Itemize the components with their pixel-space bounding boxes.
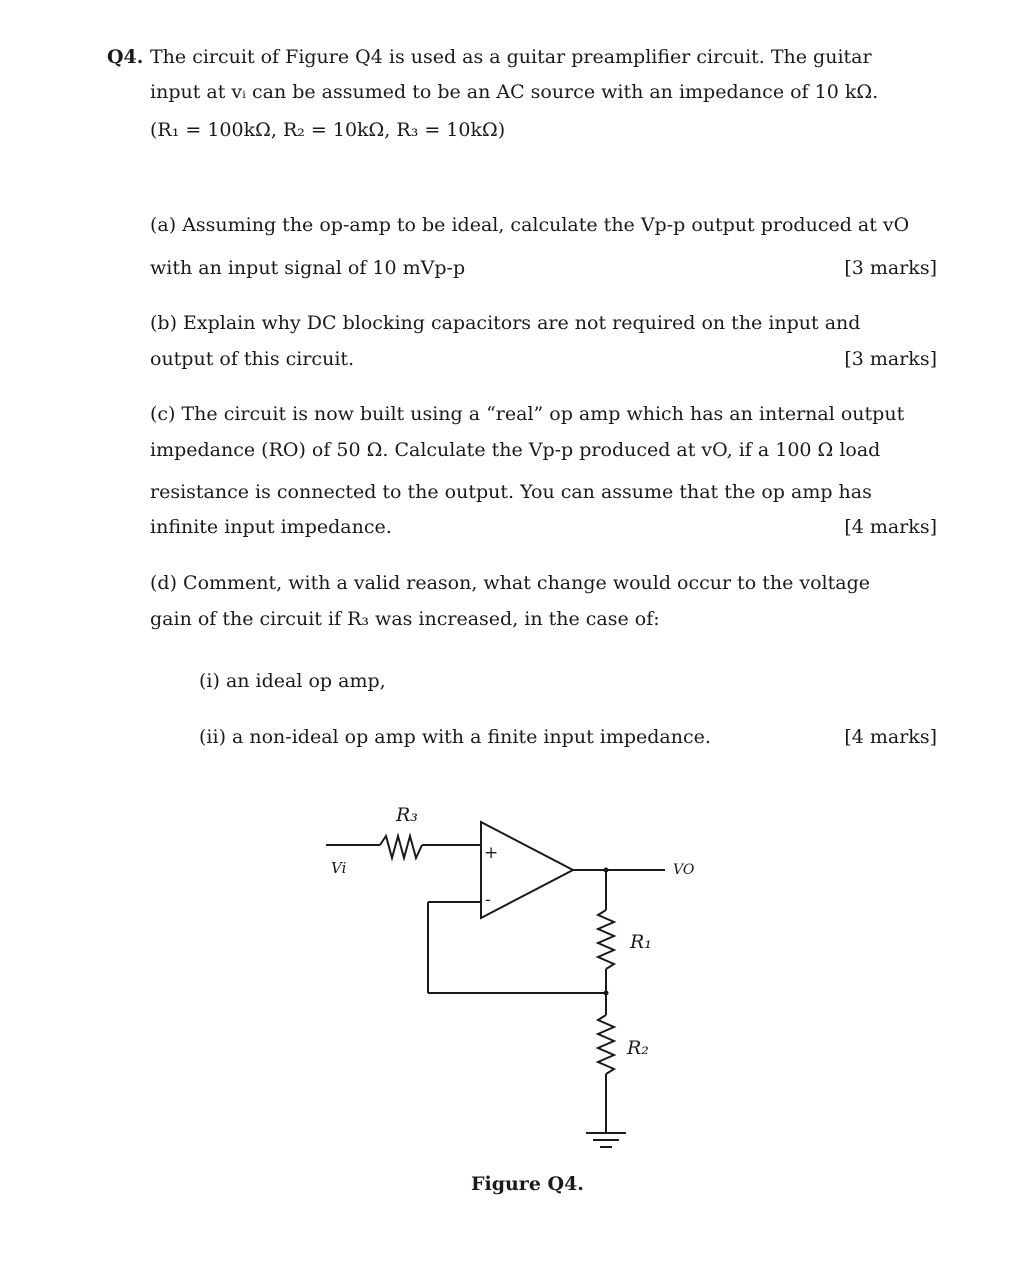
resistor-r2: [598, 1015, 614, 1074]
label-r2: R₂: [627, 1037, 649, 1059]
label-vi: Vi: [331, 859, 347, 877]
figure-caption: Figure Q4.: [471, 1173, 584, 1195]
label-r1: R₁: [630, 931, 652, 953]
intro-line-2: input at vᵢ can be assumed to be an AC source with an impedance of 10 kΩ.: [150, 81, 879, 103]
part-d-marks: [4 marks]: [844, 726, 937, 748]
part-d-sub-i: (i) an ideal op amp,: [199, 670, 386, 692]
label-minus: -: [485, 890, 491, 910]
part-d-line-2: gain of the circuit if R₃ was increased, in the case of:: [150, 608, 660, 630]
part-b-line-2: output of this circuit.: [150, 348, 355, 370]
part-a-line-2: with an input signal of 10 mVp-p: [150, 257, 466, 279]
label-vo: VO: [673, 862, 695, 878]
output-junction: [604, 868, 609, 873]
part-b-line-1: (b) Explain why DC blocking capacitors are not required on the input and: [150, 312, 861, 334]
part-d-sub-ii: (ii) a non-ideal op amp with a finite input impedance.: [199, 726, 711, 748]
question-number: Q4.: [107, 46, 144, 68]
part-a-line-1: (a) Assuming the op-amp to be ideal, calculate the Vp-p output produced at vO: [150, 214, 910, 236]
part-c-line-3: resistance is connected to the output. You can assume that the op amp has: [150, 481, 872, 503]
part-c-line-1: (c) The circuit is now built using a “real” op amp which has an internal output: [150, 403, 905, 425]
part-c-line-2: impedance (RO) of 50 Ω. Calculate the Vp-p produced at vO, if a 100 Ω load: [150, 439, 881, 461]
op-amp-triangle: [481, 822, 573, 918]
part-d-line-1: (d) Comment, with a valid reason, what change would occur to the voltage: [150, 572, 871, 594]
label-r3: R₃: [396, 804, 418, 826]
resistor-r1: [598, 910, 614, 969]
feedback-junction: [604, 991, 609, 996]
intro-line-1: The circuit of Figure Q4 is used as a guitar preamplifier circuit. The guitar: [150, 46, 872, 68]
resistor-r3: [380, 836, 422, 858]
part-a-marks: [3 marks]: [844, 257, 937, 279]
part-c-marks: [4 marks]: [844, 516, 937, 538]
label-plus: +: [484, 843, 499, 863]
resistor-values: (R₁ = 100kΩ, R₂ = 10kΩ, R₃ = 10kΩ): [150, 119, 506, 141]
part-c-line-4: infinite input impedance.: [150, 516, 392, 538]
part-b-marks: [3 marks]: [844, 348, 937, 370]
